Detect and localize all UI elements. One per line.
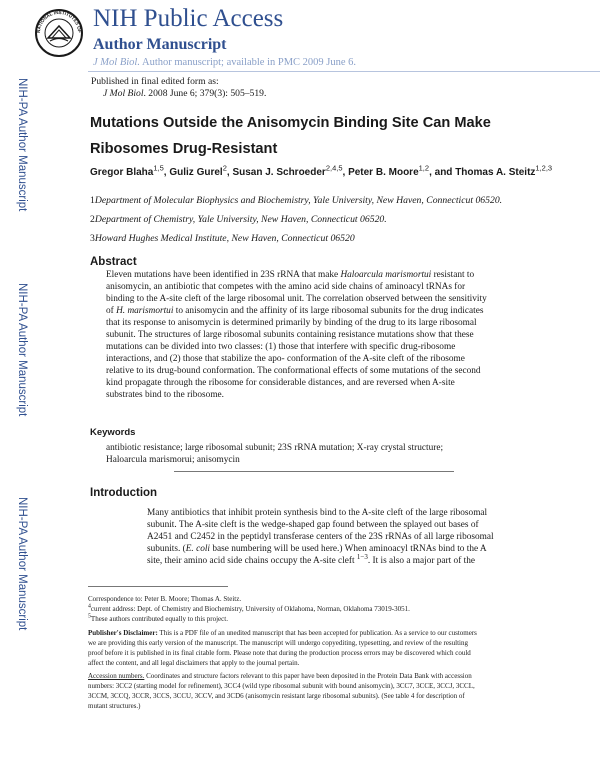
abstract-line: that its response to anisomycin is determined primarily by binding of the drug to its large ribosomal (106, 318, 477, 328)
abstract-line: interactions, and (2) those that stabilize the apo- conformation of the A-site cleft of the ribosome (106, 354, 465, 364)
affiliation: 1Department of Molecular Biophysics and Biochemistry, Yale University, New Haven, Connecticut 06520. (90, 195, 503, 206)
accession-line: 3CCM, 3CCQ, 3CCR, 3CCS, 3CCU, 3CCV, and 3CD6 (anisomycin resistant large ribosomal subunits). (See table 4 for description of (88, 692, 465, 700)
nih-logo (34, 8, 84, 58)
abstract-line: kind propagate through the ribosome for considerable distances, and are reversed when A-site (106, 378, 455, 388)
introduction-heading: Introduction (90, 487, 158, 499)
abstract-line: anisomycin, an antibiotic that competes with the amino acid side chains of aminoacyl tRNAs for (106, 282, 466, 292)
disclaimer-line: affect the content, and all legal disclaimers that apply to the journal pertain. (88, 659, 300, 667)
abstract-line: relative to its drug-bound conformation. The conformational effects of some mutations of the second (106, 366, 481, 376)
author-list: Gregor Blaha$^{1,5}$, Guliz Gurel$^2$, Susan J. Schroeder$^{2,4,5}$, Peter B. Moore$^{1,2}$, and Thomas A. Steitz$^{1,2,3}$ (90, 163, 553, 178)
footnote-separator (88, 586, 228, 587)
keywords-line: Haloarcula marismorui; anisomycin (106, 455, 240, 465)
svg-text:NATIONAL INSTITUTES OF HEALTH: NATIONAL INSTITUTES OF (35, 9, 83, 34)
abstract-line: mutations can be divided into two classes: (1) those that interfere with specific drug-ribosome (106, 342, 456, 352)
author: Susan J. Schroeder (232, 167, 326, 178)
disclaimer-line: we are providing this early version of the manuscript. The manuscript will undergo copyediting, typesetting, and review of the resulting (88, 639, 468, 647)
author: Peter B. Moore (348, 167, 419, 178)
intro-line: subunit. The A-site cleft is the wedge-shaped gap found between the splayed out bases of (147, 520, 479, 530)
disclaimer-line: proof before it is published in its final citable form. Please note that during the production process errors may be discovered which could (88, 649, 471, 657)
affiliation: 2Department of Chemistry, Yale University, New Haven, Connecticut 06520. (90, 214, 387, 225)
accession-line: mutant structures.) (88, 702, 141, 710)
keywords-line: antibiotic resistance; large ribosomal subunit; 23S rRNA mutation; X-ray crystal structure; (106, 443, 444, 453)
footnote-5: $^5$These authors contributed equally to this project. (88, 613, 228, 623)
keywords-separator (174, 471, 454, 472)
abstract-line: of H. marismortui to anisomycin and the affinity of its large ribosomal subunits for the drug indicates (106, 306, 484, 316)
author: Gregor Blaha (90, 167, 154, 178)
abstract-line: binding to the A-site cleft of the large ribosomal unit. The correlation observed between the sensitivity (106, 294, 487, 304)
citation: J Mol Biol. 2008 June 6; 379(3): 505–519. (103, 88, 267, 99)
intro-line: A2451 and C2452 in the peptidyl transferase centers of the 23S rRNAs of all large ribosomal (147, 532, 494, 542)
accession-line: numbers: 3CC2 (starting model for refinement), 3CC4 (wild type ribosomal subunit with bound anisomycin), 3CC7, 3CCE, 3CCJ, 3CCL, (88, 682, 475, 690)
footnote-4: $^4$current address: Dept. of Chemistry and Biochemistry, University of Oklahoma, Norman, Oklahoma 73019-3051. (88, 603, 410, 613)
pmc-availability-note: J Mol Biol. Author manuscript; available in PMC 2009 June 6. (93, 57, 357, 68)
accession-line: Accession numbers. Coordinates and structure factors relevant to this paper have been deposited in the Protein Data Bank with accession (88, 672, 472, 680)
nih-public-access-title: NIH Public Access (93, 5, 284, 32)
abstract-heading: Abstract (90, 256, 137, 268)
nih-seal-icon (34, 8, 84, 58)
article-title: Mutations Outside the Anisomycin Binding Site Can Make Ribosomes Drug-Resistant (90, 115, 491, 157)
header-rule (88, 71, 600, 72)
correspondence-note: Correspondence to: Peter B. Moore; Thomas A. Steitz. (88, 595, 242, 603)
sidebar-label-1: NIH-PA Author Manuscript (16, 78, 28, 212)
abstract-line: Eleven mutations have been identified in 23S rRNA that make Haloarcula marismortui resistant to (106, 270, 475, 280)
keywords-heading: Keywords (90, 427, 136, 438)
disclaimer-line: Publisher's Disclaimer: This is a PDF file of an unedited manuscript that has been accepted for publication. As a service to our customers (88, 629, 477, 637)
sidebar-label-2: NIH-PA Author Manuscript (16, 283, 28, 417)
sidebar-label-3: NIH-PA Author Manuscript (16, 497, 28, 631)
intro-line: Many antibiotics that inhibit protein synthesis bind to the A-site cleft of the large ribosomal (147, 508, 488, 518)
affiliation: 3Howard Hughes Medical Institute, New Haven, Connecticut 06520 (90, 233, 355, 244)
intro-line: subunits. (E. coli base numbering will be used here.) When aminoacyl tRNAs bind to the A (147, 544, 487, 554)
abstract-line: subunit. The structures of large ribosomal subunits containing resistance mutations show that these (106, 330, 474, 340)
intro-line: site, their amino acid side chains occupy the A-site cleft $^{1-3}$. It is also a major part of the (147, 552, 475, 566)
author-manuscript-subtitle: Author Manuscript (93, 36, 227, 53)
abstract-line: substrates bind to the ribosome. (106, 390, 225, 400)
author: Thomas A. Steitz (455, 167, 536, 178)
published-in-label: Published in final edited form as: (91, 76, 219, 87)
author: Guliz Gurel (169, 167, 223, 178)
